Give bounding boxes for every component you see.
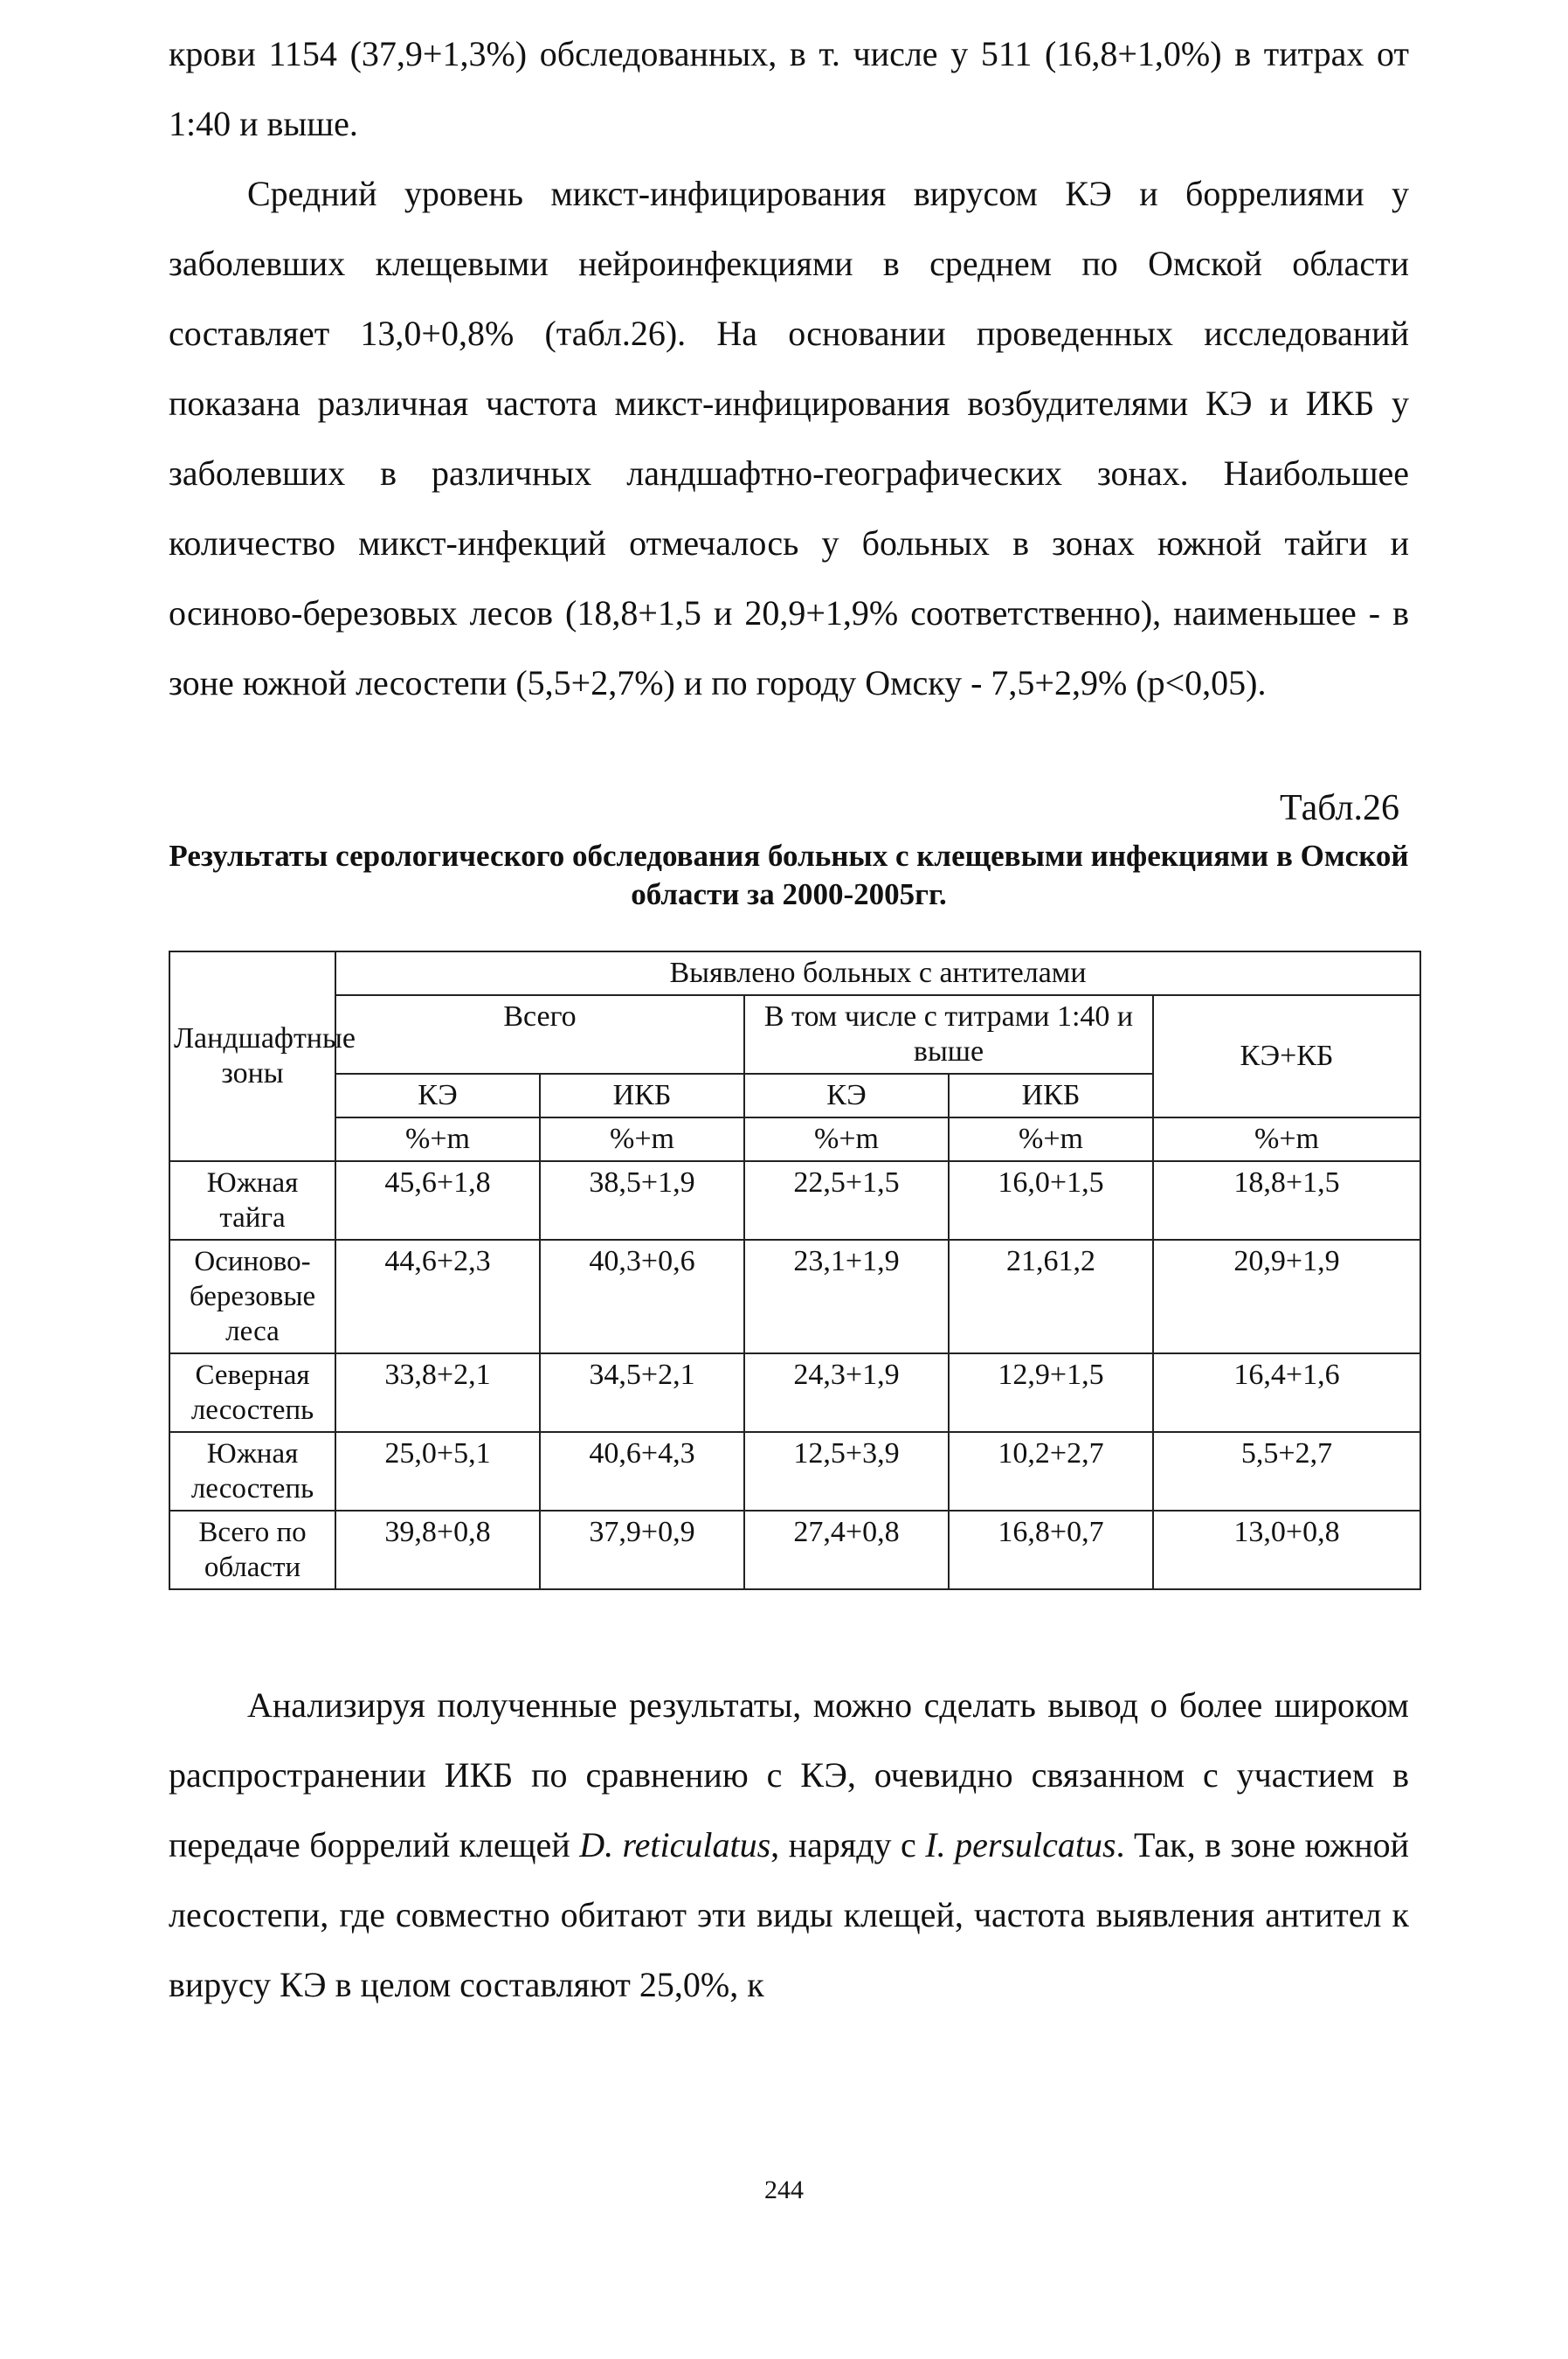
- header-total-ke: КЭ: [335, 1074, 540, 1117]
- conclusion-text-1: Анализируя полученные результаты, можно сделать вывод о более широком распространении ИКБ по сравнению с КЭ, очевидно связанном с участием в передаче боррелий клещей: [169, 1685, 1409, 1864]
- value-cell: 16,4+1,6: [1153, 1353, 1420, 1432]
- value-cell: 12,5+3,9: [744, 1432, 949, 1511]
- value-cell: 24,3+1,9: [744, 1353, 949, 1432]
- paragraph-mixed-infection: [169, 159, 1409, 718]
- value-cell: 40,6+4,3: [540, 1432, 744, 1511]
- value-cell: 40,3+0,6: [540, 1240, 744, 1353]
- species-d-reticulatus: D. reticulatus: [579, 1825, 771, 1864]
- zone-cell: Северная лесостепь: [169, 1353, 335, 1432]
- table-row: [169, 1511, 1420, 1589]
- unit-cell: %+m: [949, 1117, 1153, 1161]
- header-incl-ikb: ИКБ: [949, 1074, 1153, 1117]
- value-cell: 23,1+1,9: [744, 1240, 949, 1353]
- paragraph-continuation: крови 1154 (37,9+1,3%) обследованных, в т. числе у 511 (16,8+1,0%) в титрах от 1:40 и выше.: [169, 34, 1409, 143]
- zone-cell: Всего по области: [169, 1511, 335, 1589]
- zone-cell: Южная лесостепь: [169, 1432, 335, 1511]
- value-cell: 45,6+1,8: [335, 1161, 540, 1240]
- value-cell: 18,8+1,5: [1153, 1161, 1420, 1240]
- value-cell: 38,5+1,9: [540, 1161, 744, 1240]
- paragraph-mixed-infection-text: Средний уровень микст-инфицирования вирусом КЭ и боррелиями у заболевших клещевыми нейроинфекциями в среднем по Омской области составляет 13,0+0,8% (табл.26). На основании проведенных исследований показана различная частота микст-инфицирования возбудителями КЭ и ИКБ у заболевших в различных ландшафтно-географических зонах. Наибольшее количество микст-инфекций отмечалось у больных в зонах южной тайги и осиново-березовых лесов (18,8+1,5 и 20,9+1,9% соответственно), наименьшее - в зоне южной лесостепи (5,5+2,7%) и по городу Омску - 7,5+2,9% (p<0,05).: [169, 174, 1409, 702]
- value-cell: 25,0+5,1: [335, 1432, 540, 1511]
- value-cell: 34,5+2,1: [540, 1353, 744, 1432]
- value-cell: 37,9+0,9: [540, 1511, 744, 1589]
- unit-cell: %+m: [1153, 1117, 1420, 1161]
- header-ke-kb: КЭ+КБ: [1153, 995, 1420, 1117]
- paragraph-conclusion: [169, 1671, 1409, 2020]
- header-zones: Ландшафтные зоны: [169, 951, 335, 1161]
- unit-cell: %+m: [744, 1117, 949, 1161]
- value-cell: 12,9+1,5: [949, 1353, 1153, 1432]
- header-including: В том числе с титрами 1:40 и выше: [744, 995, 1153, 1074]
- page-number: 244: [764, 2176, 804, 2204]
- serology-table: [169, 951, 1421, 1590]
- zone-cell: Южная тайга: [169, 1161, 335, 1240]
- table-row: [169, 1240, 1420, 1353]
- value-cell: 13,0+0,8: [1153, 1511, 1420, 1589]
- header-row-2: [169, 995, 1420, 1074]
- value-cell: 5,5+2,7: [1153, 1432, 1420, 1511]
- header-row-1: [169, 951, 1420, 995]
- header-total-ikb: ИКБ: [540, 1074, 744, 1117]
- value-cell: 10,2+2,7: [949, 1432, 1153, 1511]
- value-cell: 16,8+0,7: [949, 1511, 1153, 1589]
- value-cell: 16,0+1,5: [949, 1161, 1153, 1240]
- conclusion-text-3: . Так, в зоне южной лесостепи, где совместно обитают эти виды клещей, частота выявления антител к вирусу КЭ в целом составляют 25,0%, к: [169, 1825, 1410, 2004]
- unit-cell: %+m: [335, 1117, 540, 1161]
- table-row: [169, 1353, 1420, 1432]
- table-row: [169, 1432, 1420, 1511]
- value-cell: 39,8+0,8: [335, 1511, 540, 1589]
- unit-cell: %+m: [540, 1117, 744, 1161]
- value-cell: 21,61,2: [949, 1240, 1153, 1353]
- header-total: Всего: [335, 995, 744, 1074]
- value-cell: 33,8+2,1: [335, 1353, 540, 1432]
- header-row-units: [169, 1117, 1420, 1161]
- species-i-persulcatus: I. persulcatus: [925, 1825, 1116, 1864]
- table-title: Результаты серологического обследования больных с клещевыми инфекциями в Омской области за 2000-2005гг.: [169, 839, 1409, 911]
- header-detected: Выявлено больных с антителами: [335, 951, 1420, 995]
- table-label: Табл.26: [1279, 788, 1399, 828]
- conclusion-text-2: , наряду с: [770, 1825, 926, 1864]
- value-cell: 27,4+0,8: [744, 1511, 949, 1589]
- value-cell: 22,5+1,5: [744, 1161, 949, 1240]
- header-incl-ke: КЭ: [744, 1074, 949, 1117]
- table-row: [169, 1161, 1420, 1240]
- value-cell: 44,6+2,3: [335, 1240, 540, 1353]
- value-cell: 20,9+1,9: [1153, 1240, 1420, 1353]
- zone-cell: Осиново-березовые леса: [169, 1240, 335, 1353]
